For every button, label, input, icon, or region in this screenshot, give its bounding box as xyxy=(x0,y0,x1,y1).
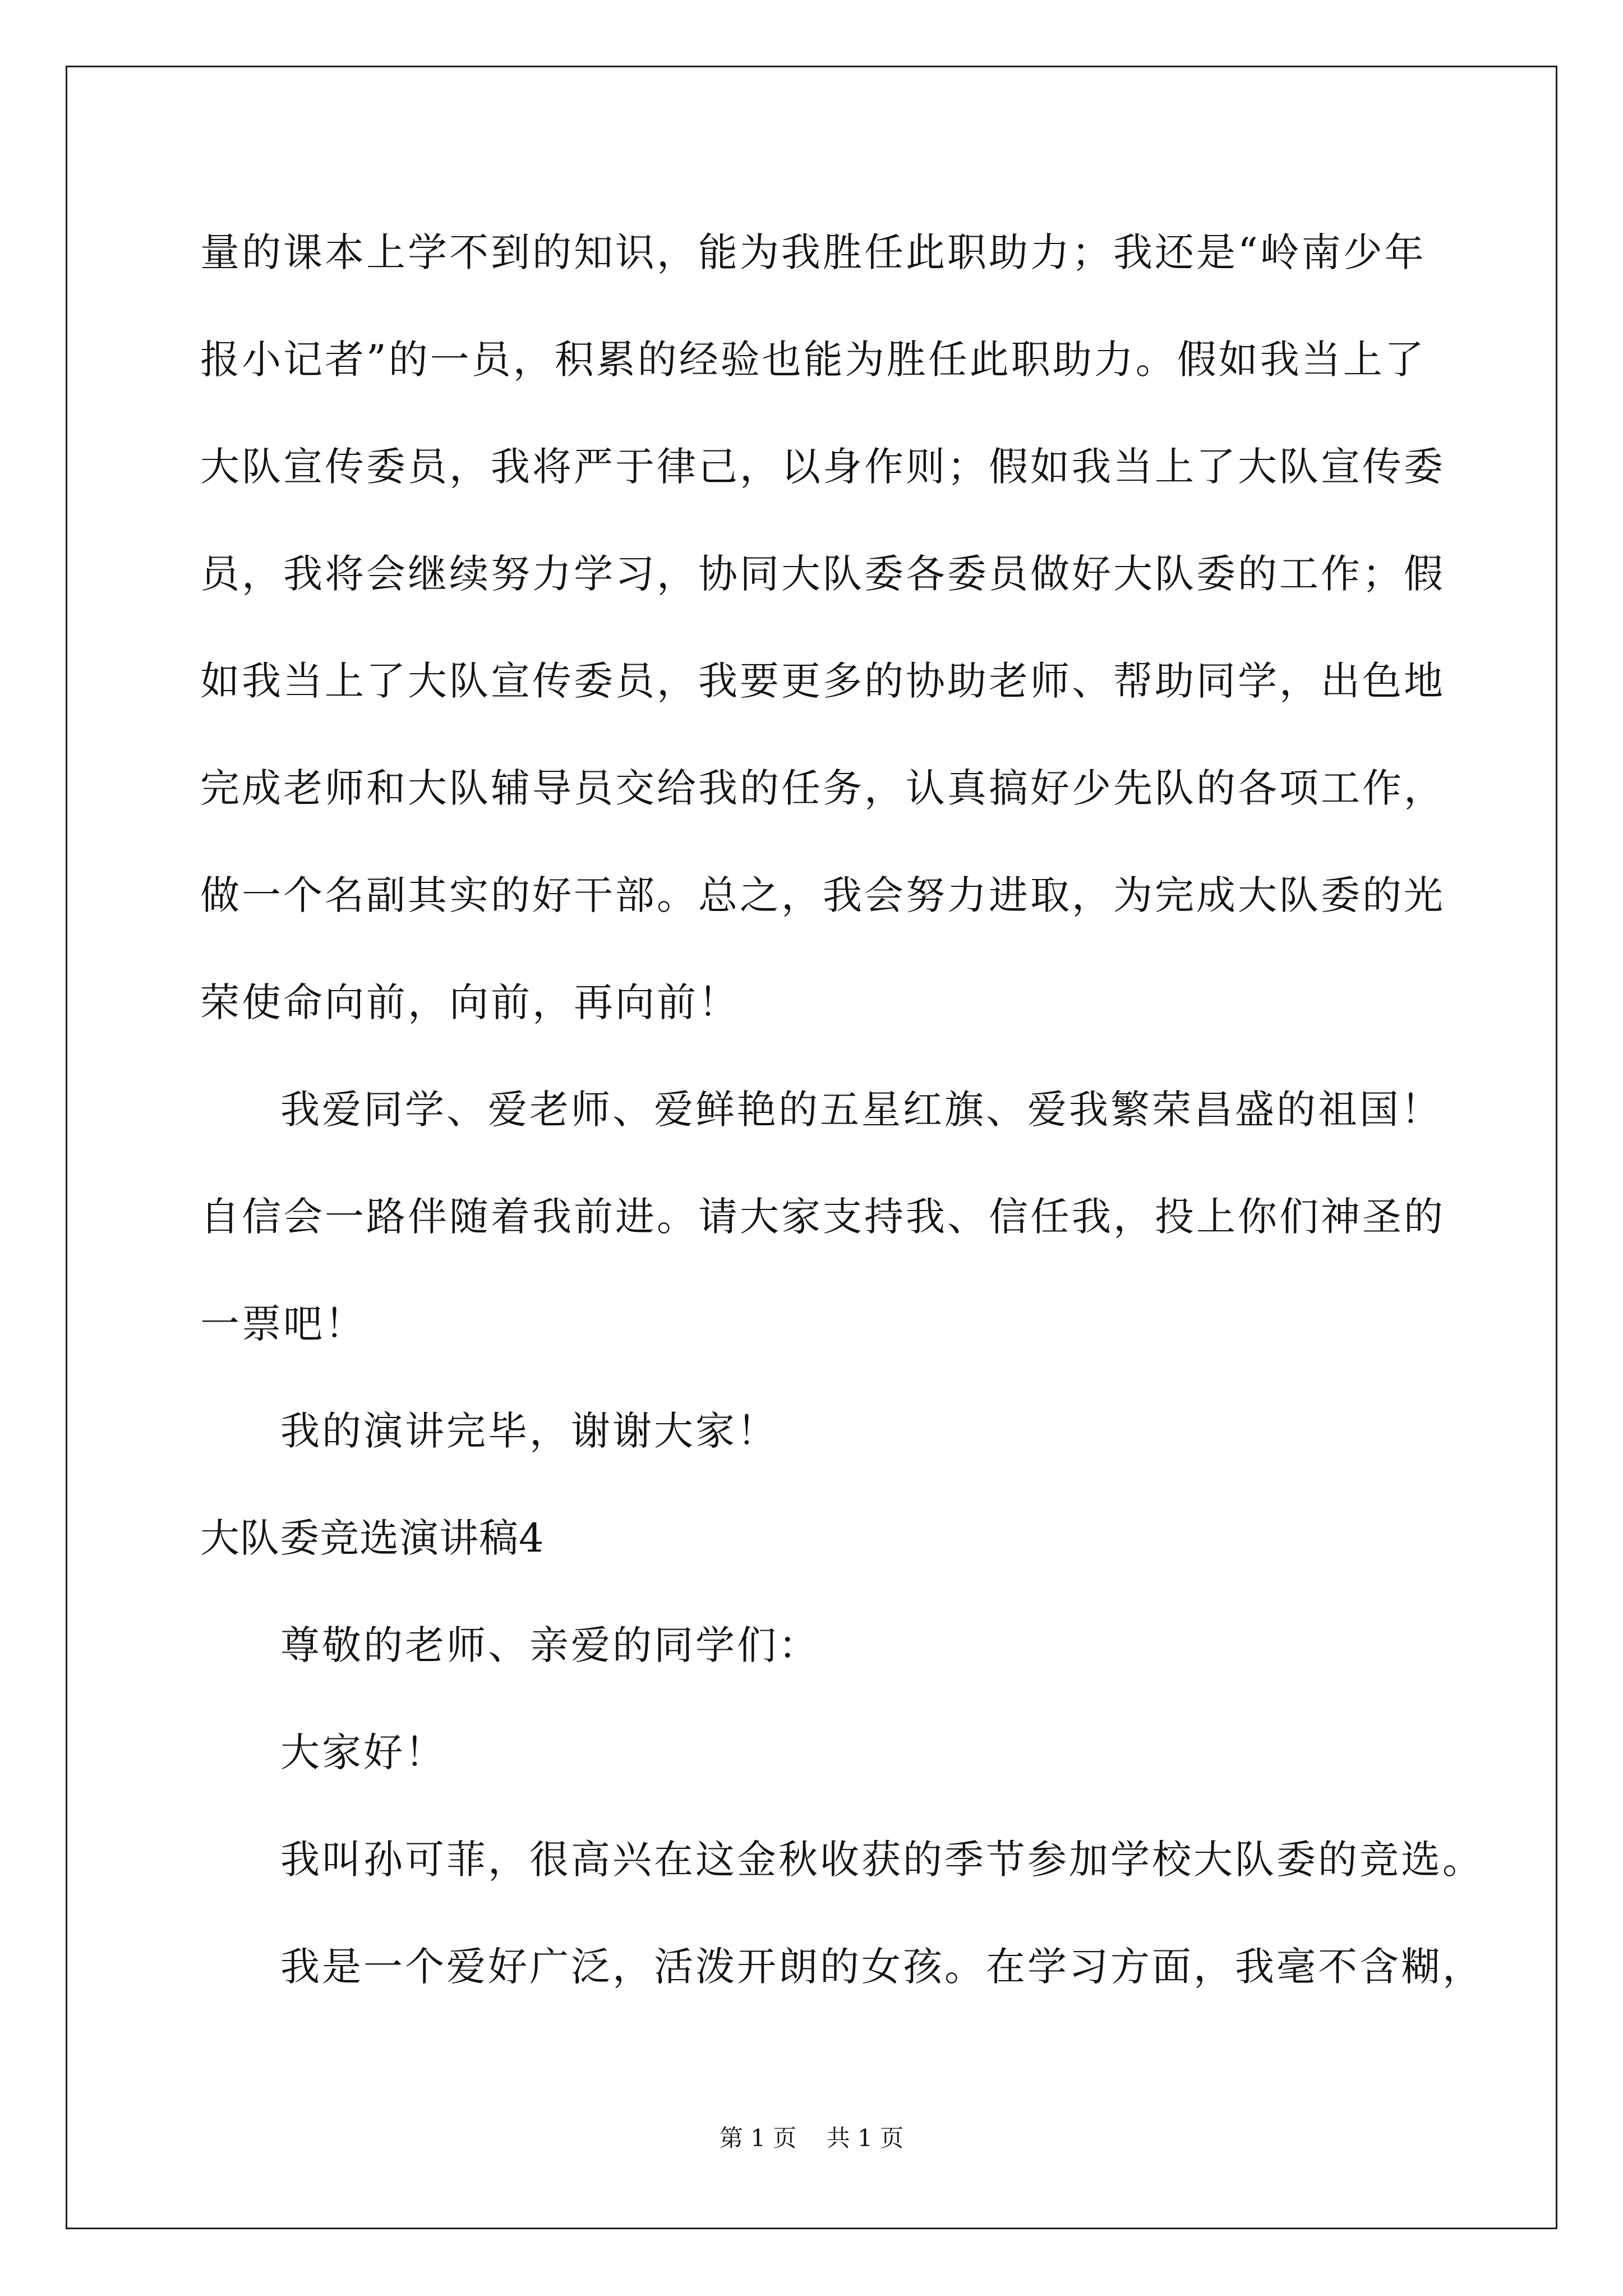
body-line-4: 员，我将会继续努力学习，协同大队委各委员做好大队委的工作；假 xyxy=(200,551,1445,597)
body-line-7: 做一个名副其实的好干部。总之，我会努力进取，为完成大队委的光 xyxy=(200,872,1445,918)
body-line-8: 荣使命向前，向前，再向前！ xyxy=(200,979,740,1025)
body-line-5: 如我当上了大队宣传委员，我要更多的协助老师、帮助同学，出色地 xyxy=(200,658,1445,704)
intro-line: 我叫孙可菲，很高兴在这金秋收获的季节参加学校大队委的竞选。 xyxy=(280,1837,1484,1883)
greeting-line: 大家好！ xyxy=(280,1729,446,1775)
page-border xyxy=(66,66,1557,2229)
body-line-11: 一票吧！ xyxy=(200,1301,366,1347)
section-heading: 大队委竞选演讲稿4 xyxy=(200,1515,545,1561)
page-number-footer: 第 1 页 共 1 页 xyxy=(719,2124,904,2152)
body-line-17: 我是一个爱好广泛，活泼开朗的女孩。在学习方面，我毫不含糊， xyxy=(280,1944,1484,1990)
body-line-3: 大队宣传委员，我将严于律己，以身作则；假如我当上了大队宣传委 xyxy=(200,444,1445,490)
body-line-2: 报小记者”的一员，积累的经验也能为胜任此职助力。假如我当上了 xyxy=(200,337,1426,383)
salutation-line: 尊敬的老师、亲爱的同学们： xyxy=(280,1622,820,1668)
body-line-10: 自信会一路伴随着我前进。请大家支持我、信任我，投上你们神圣的 xyxy=(200,1194,1445,1240)
body-line-6: 完成老师和大队辅导员交给我的任务，认真搞好少先队的各项工作， xyxy=(200,765,1445,811)
body-line-1: 量的课本上学不到的知识，能为我胜任此职助力；我还是“岭南少年 xyxy=(200,229,1426,275)
paragraph-start-line: 我爱同学、爱老师、爱鲜艳的五星红旗、爱我繁荣昌盛的祖国！ xyxy=(280,1087,1442,1133)
closing-line: 我的演讲完毕，谢谢大家！ xyxy=(280,1408,778,1454)
